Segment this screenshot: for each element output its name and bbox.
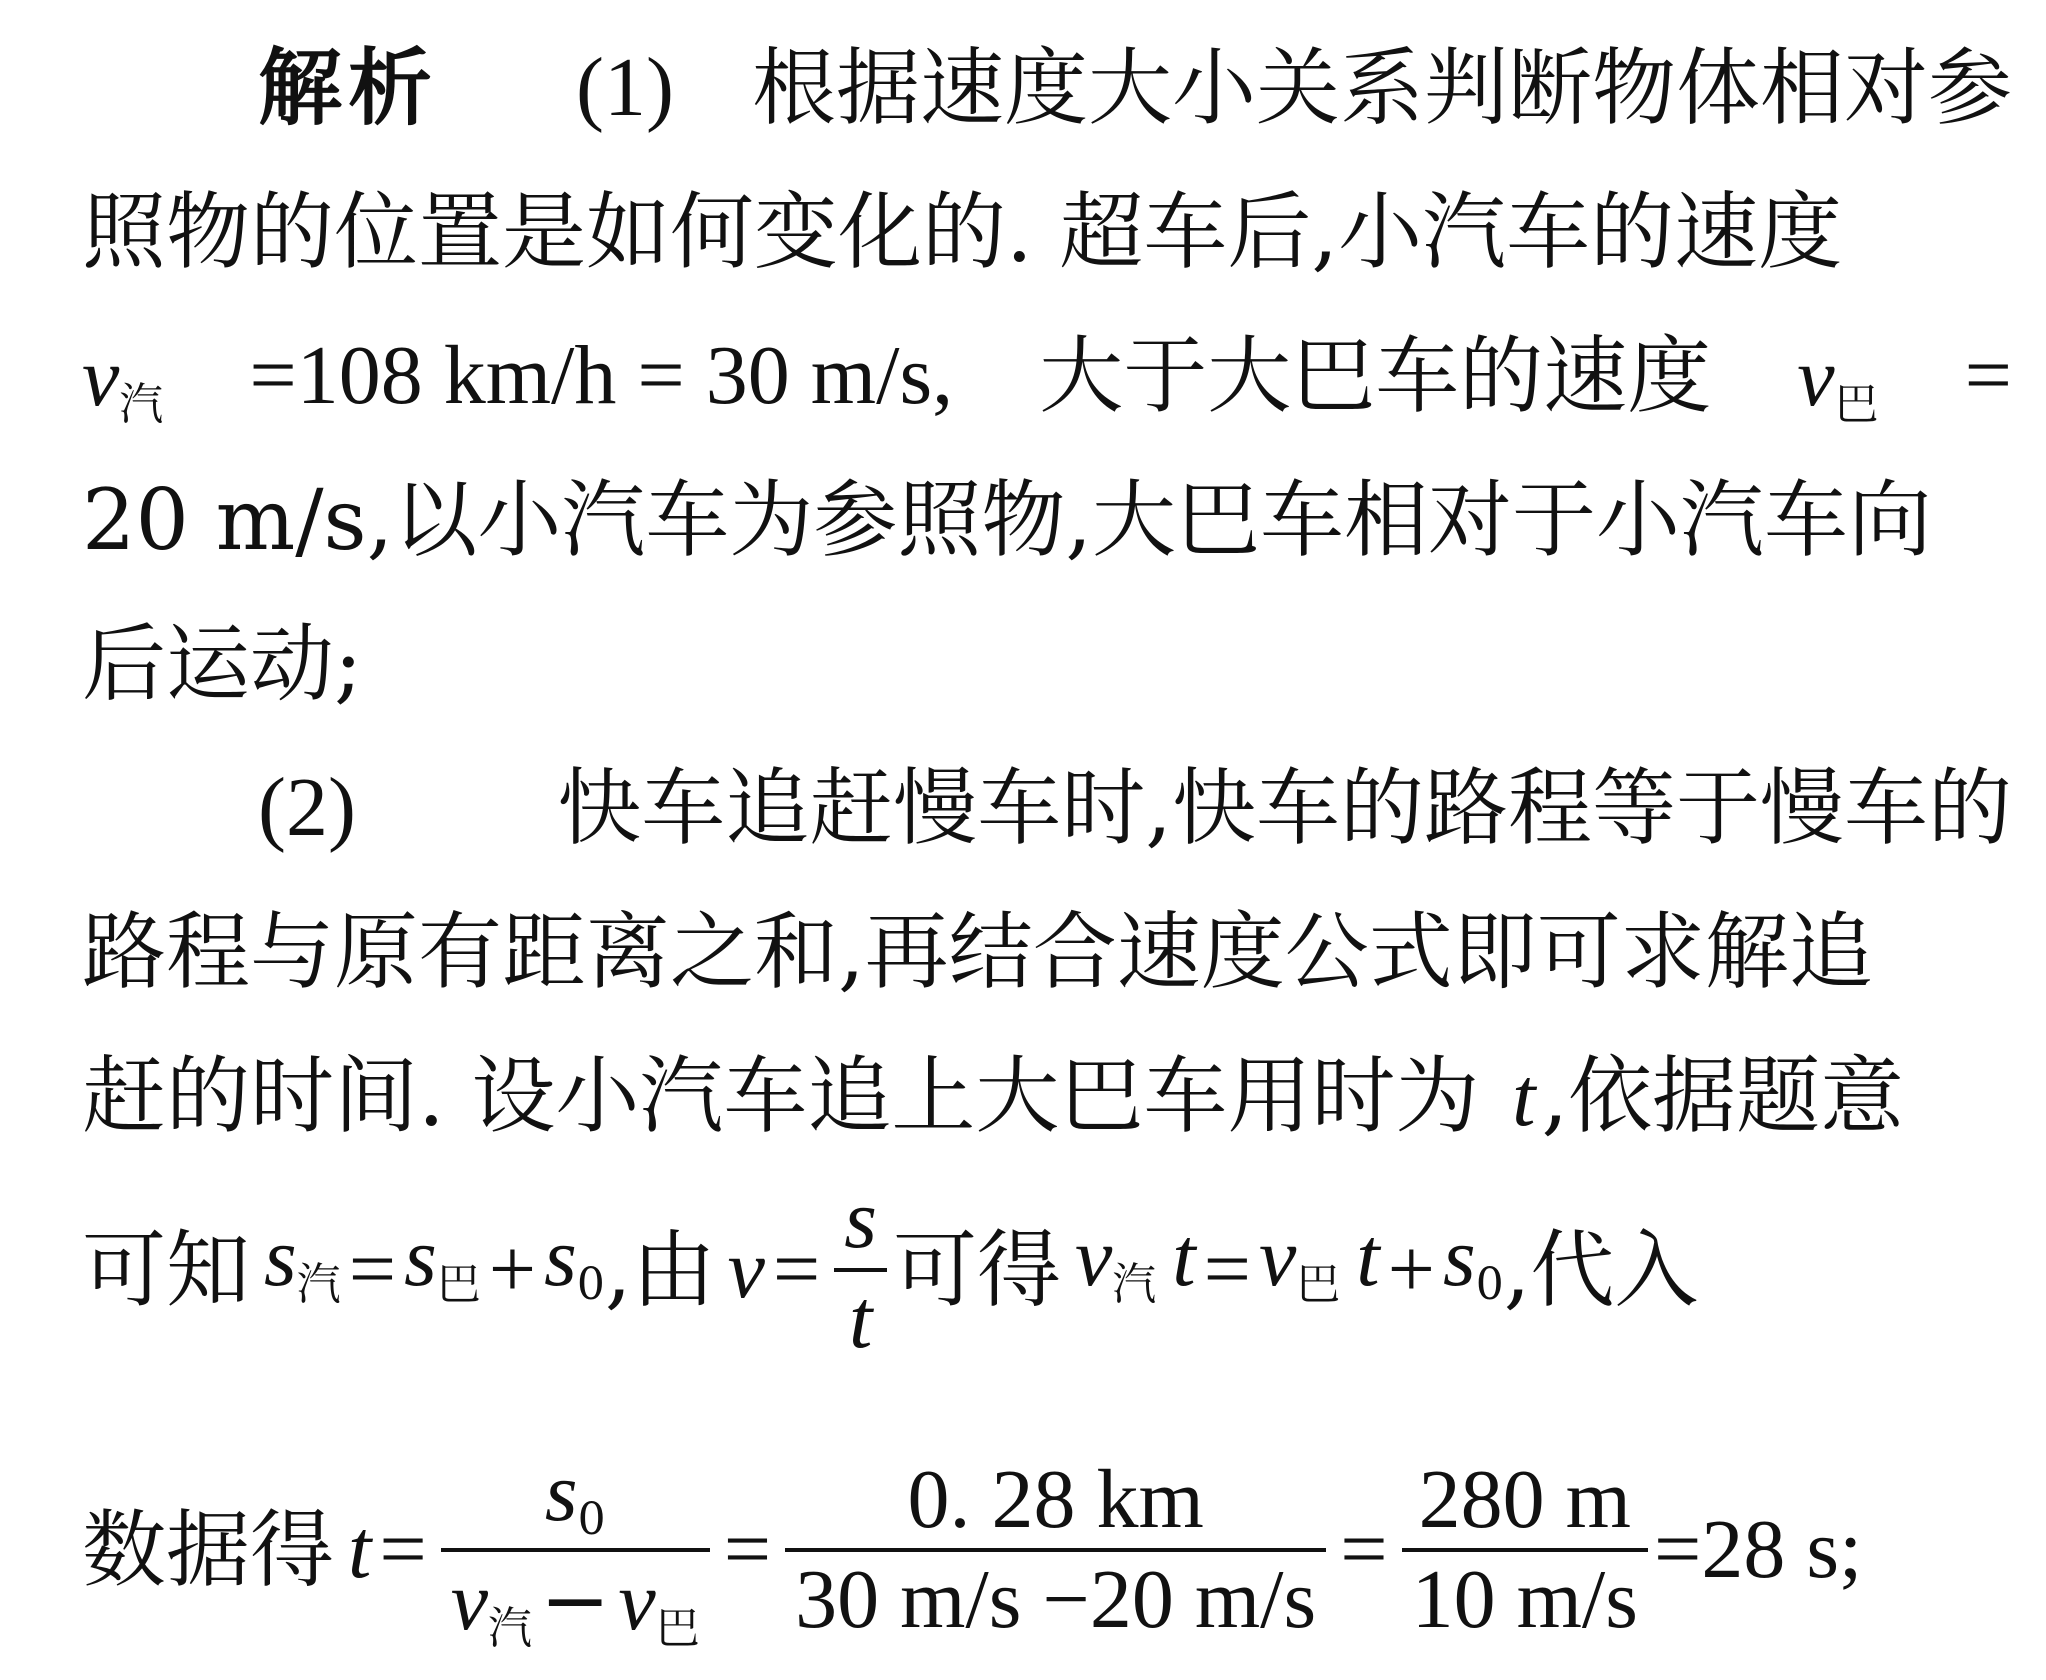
part1-line-1 [258, 38, 2012, 138]
plus-sign: + [1387, 1223, 1436, 1316]
part2-line4-text-c: 可得 [892, 1221, 1061, 1319]
v-bus-symbol: $v_巴$ [1797, 331, 1879, 430]
s0-symbol: $s_0$ [1443, 1210, 1504, 1310]
v-car-t-term: $v_汽$ t [1074, 1210, 1196, 1310]
t-symbol: t [1512, 1051, 1536, 1144]
s-car-symbol: $s_汽$ [264, 1210, 341, 1310]
part2-line2-text: 路程与原有距离之和,再结合速度公式即可求解追 [82, 903, 1873, 1001]
s0-symbol: $s_0$ [544, 1210, 605, 1310]
fraction-numerator: 0. 28 km [907, 1453, 1204, 1546]
fraction-numerator: 280 m [1418, 1453, 1631, 1546]
part1-line2-text: 照物的位置是如何变化的. 超车后,小汽车的速度 [82, 183, 1843, 281]
comma: , [604, 1221, 632, 1319]
part2-line3-text-b: ,依据题意 [1541, 1047, 1905, 1145]
equals-sign: = [1340, 1503, 1388, 1596]
fraction-numerator: s [844, 1173, 877, 1266]
analysis-label: 解析 [258, 38, 439, 137]
equals-sign: = [379, 1503, 427, 1596]
part2-marker: (2) [258, 761, 356, 854]
s-bus-symbol: $s_巴$ [404, 1210, 481, 1310]
part2-line-2 [82, 902, 2012, 1002]
part1-line1-text: 根据速度大小关系判断物体相对参 [751, 39, 2012, 137]
equals-sign: = [348, 1223, 397, 1316]
part1-line-5 [82, 614, 2012, 714]
v-car-symbol: $v_汽$ [82, 331, 164, 430]
t-symbol: t [348, 1503, 372, 1596]
part2-line1-text: 快车追赶慢车时,快车的路程等于慢车的 [557, 759, 2012, 857]
car-speed-equation: =108 km/h = 30 m/s, [249, 329, 954, 422]
part2-line5-text-a: 数据得 [82, 1501, 335, 1599]
v-symbol: v [727, 1223, 765, 1316]
part2-line-3 [82, 1046, 2012, 1148]
part2-line4-text-d: ,代入 [1503, 1221, 1699, 1319]
part2-line3-text-a: 赶的时间. 设小汽车追上大巴车用时为 [82, 1047, 1480, 1145]
part1-line-2 [82, 182, 2012, 282]
v-bus-t-term: $v_巴$ t [1259, 1210, 1380, 1310]
equals-sign: = [723, 1503, 772, 1596]
part1-line-4 [82, 470, 2012, 570]
equals-sign: = [1203, 1223, 1251, 1316]
time-fraction-2 [785, 1453, 1326, 1646]
part1-marker: (1) [576, 41, 674, 134]
part1-line3-text: 大于大巴车的速度 [1039, 327, 1712, 425]
fraction-denominator: t [848, 1273, 873, 1366]
part2-line-1 [258, 758, 2012, 858]
plus-sign: + [488, 1223, 537, 1316]
part2-line4-text-a: 可知 [82, 1221, 251, 1319]
fraction-denominator: $v_汽-v_巴$ [450, 1551, 700, 1654]
result-value: =28 s; [1653, 1503, 1863, 1596]
speed-fraction [834, 1173, 887, 1366]
part1-line4-text: 20 m/s,以小汽车为参照物,大巴车相对于小汽车向 [82, 471, 1933, 569]
part1-line5-text: 后运动; [82, 615, 363, 713]
part2-line-5 [82, 1446, 2012, 1654]
fraction-denominator: 30 m/s −20 m/s [795, 1553, 1317, 1646]
fraction-numerator: $s_0$ [544, 1446, 606, 1545]
time-fraction-3 [1402, 1453, 1648, 1646]
part1-line-3 [82, 326, 2012, 455]
equals-sign: = [1964, 329, 2012, 422]
time-fraction-1 [441, 1446, 710, 1654]
fraction-denominator: 10 m/s [1411, 1553, 1638, 1646]
equals-sign: = [772, 1223, 821, 1316]
part2-line4-text-b: 由 [631, 1221, 716, 1319]
part2-line-4 [82, 1173, 2012, 1366]
